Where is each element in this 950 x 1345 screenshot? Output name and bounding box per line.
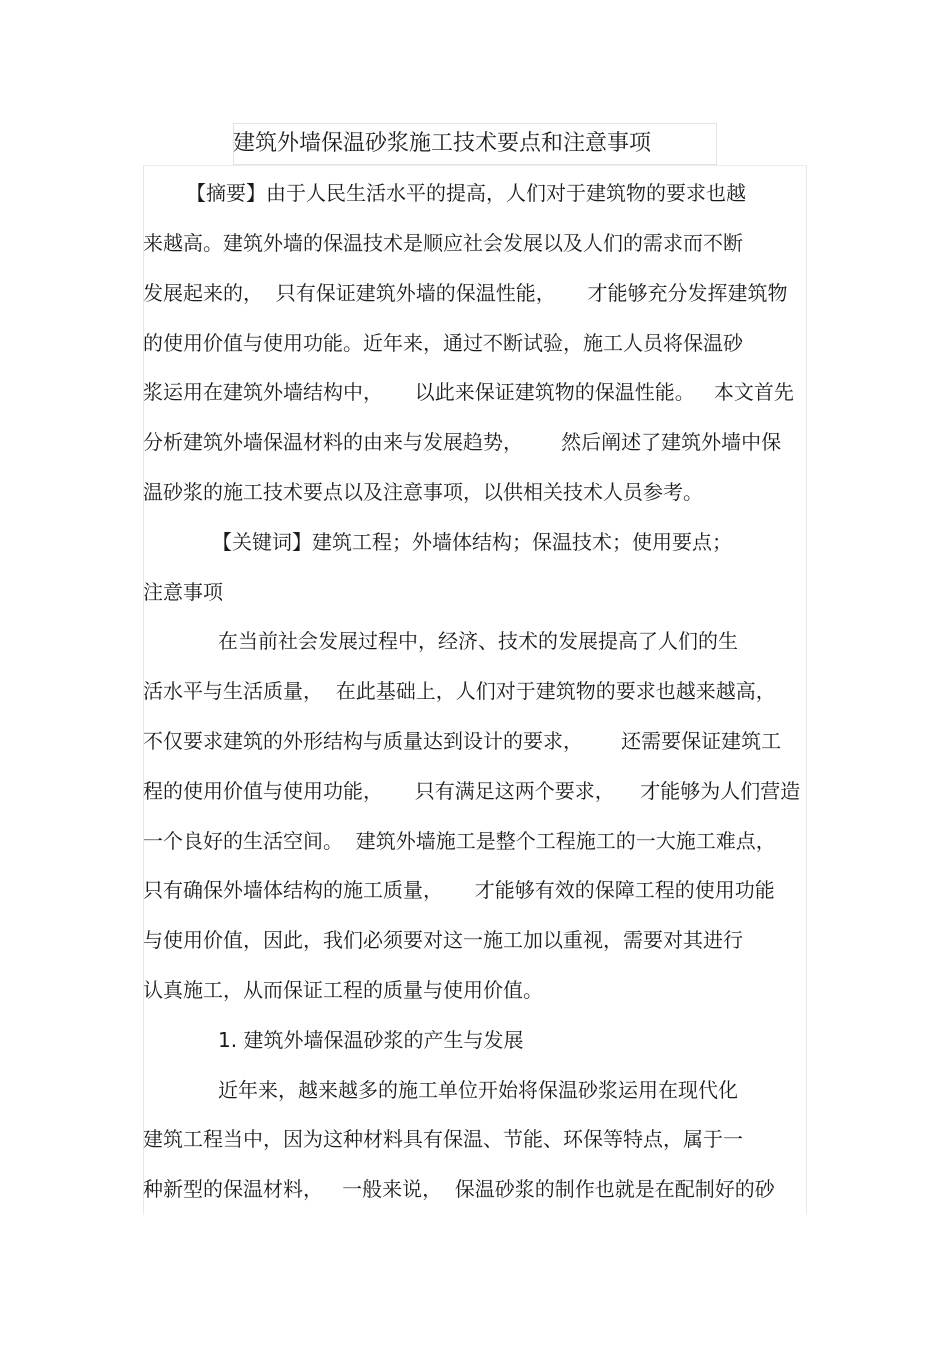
text-line: 不仅要求建筑的外形结构与质量达到设计的要求， 还需要保证建筑工 bbox=[143, 729, 782, 753]
text-line: 近年来，越来越多的施工单位开始将保温砂浆运用在现代化 bbox=[218, 1078, 738, 1102]
keywords-line: 注意事项 bbox=[143, 580, 223, 604]
text-line: 程的使用价值与使用功能， 只有满足这两个要求， 才能够为人们营造 bbox=[143, 779, 801, 803]
text-line: 一个良好的生活空间。 建筑外墙施工是整个工程施工的一大施工难点， bbox=[143, 829, 776, 853]
text-line: 活水平与生活质量， 在此基础上，人们对于建筑物的要求也越来越高， bbox=[143, 679, 776, 703]
text-line: 分析建筑外墙保温材料的由来与发展趋势， 然后阐述了建筑外墙中保 bbox=[143, 430, 782, 454]
text-line: 浆运用在建筑外墙结构中， 以此来保证建筑物的保温性能。 本文首先 bbox=[143, 380, 794, 404]
text-line: 只有确保外墙体结构的施工质量， 才能够有效的保障工程的使用功能 bbox=[143, 878, 775, 902]
text-line: 与使用价值，因此，我们必须要对这一施工加以重视，需要对其进行 bbox=[143, 928, 743, 952]
text-line: 在当前社会发展过程中，经济、技术的发展提高了人们的生 bbox=[218, 629, 738, 653]
document-title: 建筑外墙保温砂浆施工技术要点和注意事项 bbox=[233, 131, 652, 156]
text-line: 建筑工程当中，因为这种材料具有保温、节能、环保等特点，属于一 bbox=[143, 1127, 743, 1151]
text-line: 发展起来的， 只有保证建筑外墙的保温性能， 才能够充分发挥建筑物 bbox=[143, 281, 788, 305]
section-heading: 1. 建筑外墙保温砂浆的产生与发展 bbox=[218, 1028, 524, 1052]
text-line: 认真施工，从而保证工程的质量与使用价值。 bbox=[143, 978, 543, 1002]
text-line: 温砂浆的施工技术要点以及注意事项，以供相关技术人员参考。 bbox=[143, 480, 703, 504]
text-line: 【摘要】由于人民生活水平的提高，人们对于建筑物的要求也越 bbox=[186, 181, 746, 205]
keywords-line: 【关键词】建筑工程；外墙体结构；保温技术；使用要点； bbox=[212, 530, 732, 554]
text-line: 种新型的保温材料， 一般来说， 保温砂浆的制作也就是在配制好的砂 bbox=[143, 1177, 775, 1201]
text-line: 来越高。建筑外墙的保温技术是顺应社会发展以及人们的需求而不断 bbox=[143, 231, 743, 255]
text-line: 的使用价值与使用功能。近年来，通过不断试验，施工人员将保温砂 bbox=[143, 331, 743, 355]
